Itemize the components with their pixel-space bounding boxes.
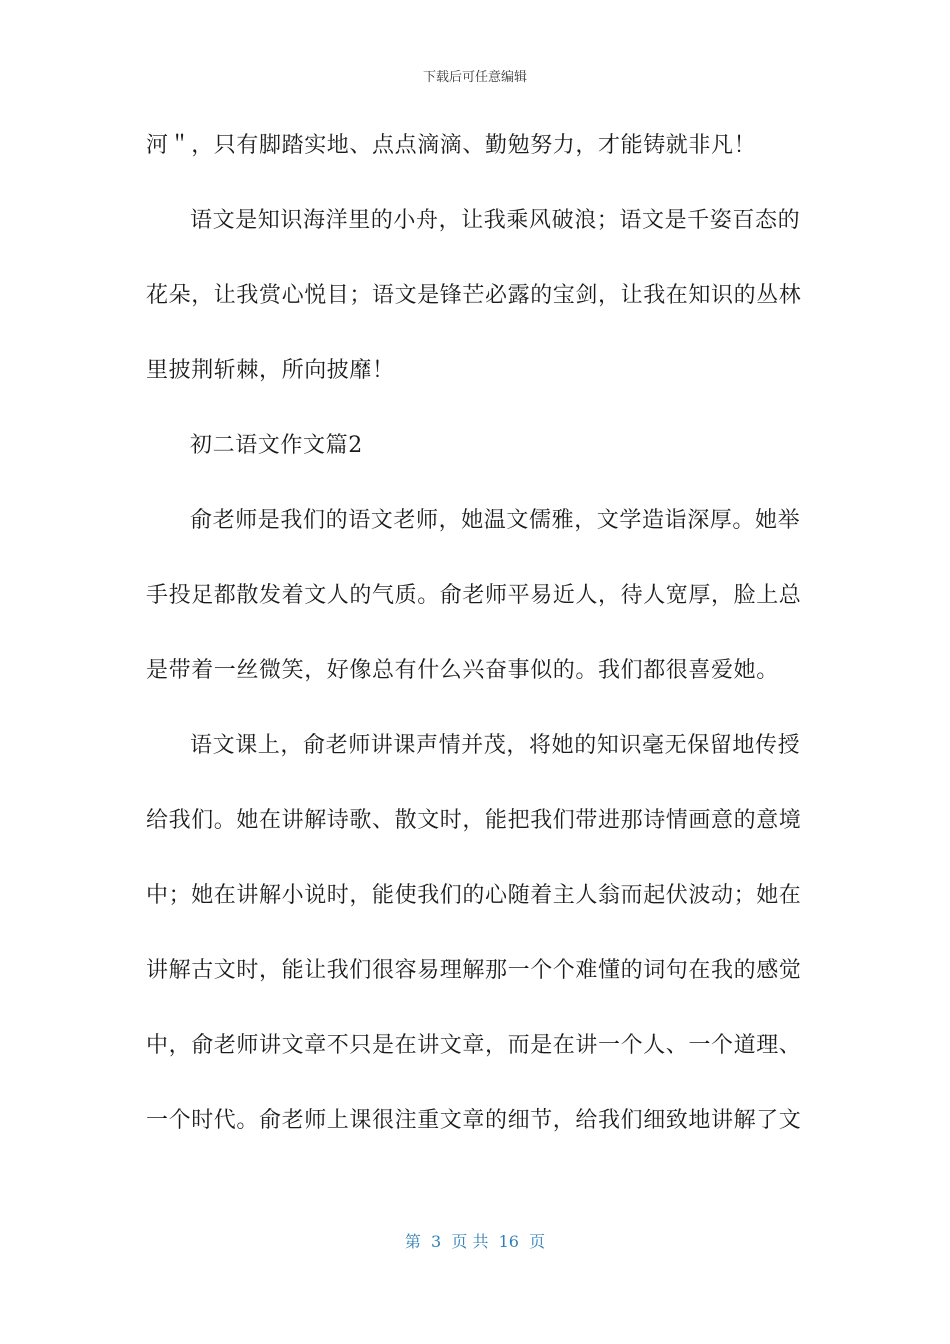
section-heading: 初二语文作文篇2 — [190, 433, 363, 458]
page-header: 下载后可任意编辑 — [422, 70, 527, 85]
page-number-footer: 第 3 页 共 16 页 — [404, 1232, 546, 1251]
paragraph-first-line: 语文课上，俞老师讲课声情并茂，将她的知识毫无保留地传授 — [190, 733, 801, 758]
text-line: 一个时代。俞老师上课很注重文章的细节，给我们细致地讲解了文 — [146, 1108, 802, 1133]
text-line: 讲解古文时，能让我们很容易理解那一个个难懂的词句在我的感觉 — [146, 958, 802, 983]
text-line: 手投足都散发着文人的气质。俞老师平易近人，待人宽厚，脸上总 — [146, 583, 802, 608]
text-line: 给我们。她在讲解诗歌、散文时，能把我们带进那诗情画意的意境 — [146, 808, 802, 833]
text-line: 里披荆斩棘，所向披靡！ — [146, 358, 395, 383]
text-line: 中，俞老师讲文章不只是在讲文章，而是在讲一个人、一个道理、 — [146, 1033, 802, 1058]
text-line: 中；她在讲解小说时，能使我们的心随着主人翁而起伏波动；她在 — [146, 883, 802, 908]
paragraph-first-line: 语文是知识海洋里的小舟，让我乘风破浪；语文是千姿百态的 — [190, 208, 801, 233]
text-line: 河＂，只有脚踏实地、点点滴滴、勤勉努力，才能铸就非凡！ — [146, 133, 757, 158]
text-line: 是带着一丝微笑，好像总有什么兴奋事似的。我们都很喜爱她。 — [146, 658, 779, 683]
paragraph-first-line: 俞老师是我们的语文老师，她温文儒雅，文学造诣深厚。她举 — [190, 508, 801, 533]
text-line: 花朵，让我赏心悦目；语文是锋芒必露的宝剑，让我在知识的丛林 — [146, 283, 802, 308]
